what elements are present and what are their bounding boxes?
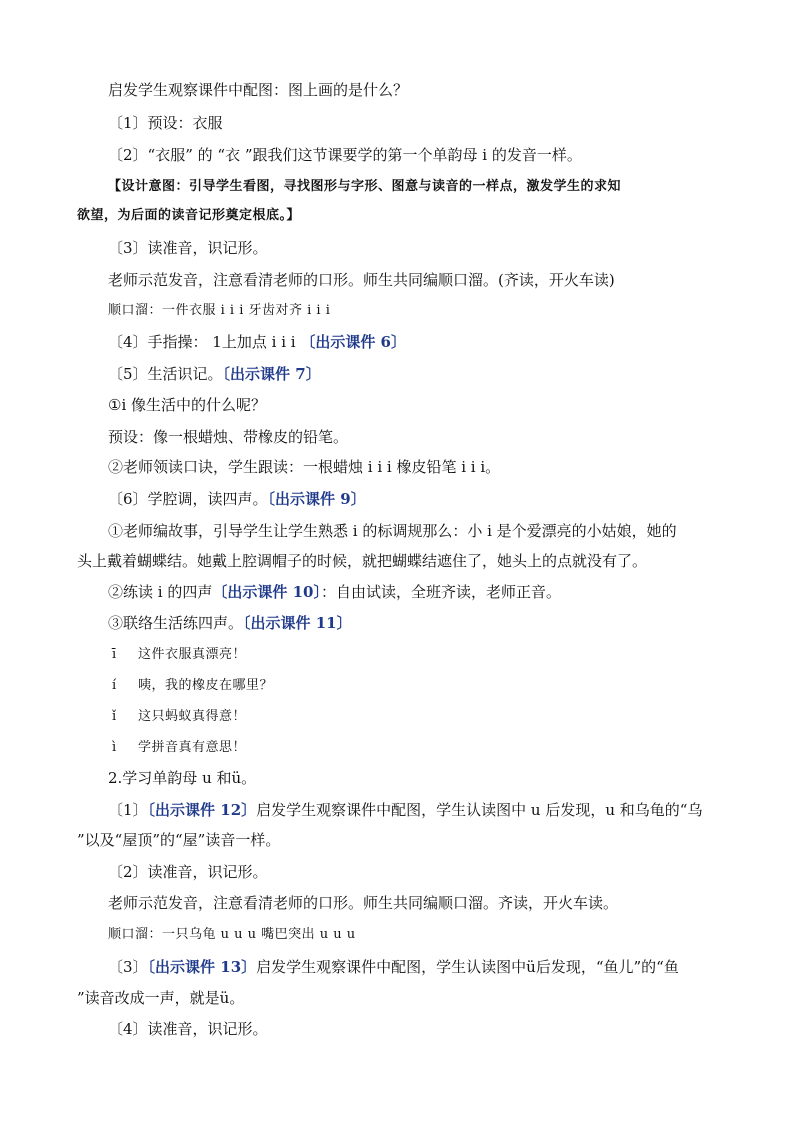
paragraph: 〔1〕预设：衣服 <box>108 114 223 132</box>
courseware-ref: 〔出示课件 10〕 <box>212 583 321 601</box>
paragraph: 老师示范发音，注意看清老师的口形。师生共同编顺口溜。(齐读，开火车读) <box>108 271 615 289</box>
tone-sentence: 学拼音真有意思！ <box>138 740 247 755</box>
courseware-ref: 〔出示课件 6〕 <box>300 333 406 351</box>
paragraph: ①i 像生活中的什么呢？ <box>108 396 267 414</box>
text-span: ②练读 i 的四声 <box>108 583 213 601</box>
paragraph: ①老师编故事，引导学生让学生熟悉 i 的标调规那么：小 i 是个爱漂亮的小姑娘，她的 <box>108 522 677 540</box>
text-span: ：自由试读，全班齐读，老师正音。 <box>320 583 561 601</box>
text-span: 〔4〕手指操： 1上加点 i i i <box>108 333 301 351</box>
text-span: 启发学生观察课件中配图，学生认读图中ü后发现，“鱼儿”的“鱼 <box>256 958 679 976</box>
paragraph-cont: 头上戴着蝴蝶结。她戴上腔调帽子的时候，就把蝴蝶结遮住了，她头上的点就没有了。 <box>77 552 648 570</box>
tone-mark: í <box>112 678 117 693</box>
section-heading: 2.学习单韵母 u 和ü。 <box>108 769 257 787</box>
tone-example <box>112 676 794 696</box>
text-span: ③联络生活练四声。 <box>108 614 244 632</box>
tone-sentence: 这只蚂蚁真得意！ <box>138 709 247 724</box>
text-span: 启发学生观察课件中配图，学生认读图中 u 后发现，u 和乌龟的“乌 <box>256 801 703 819</box>
rhyme-line: 顺口溜：一只乌龟 u u u 嘴巴突出 u u u <box>108 927 356 942</box>
tone-example <box>112 645 794 665</box>
paragraph: 〔2〕读准音，识记形。 <box>108 863 268 881</box>
paragraph-cont: ”以及“屋顶”的“屋”读音一样。 <box>77 831 281 849</box>
courseware-ref: 〔出示课件 7〕 <box>222 365 321 383</box>
tone-mark: ì <box>112 740 117 755</box>
courseware-ref: 〔出示课件 9〕 <box>267 490 366 508</box>
paragraph: 预设：像一根蜡烛、带橡皮的铅笔。 <box>108 428 349 446</box>
text-span: 〔5〕生活识记。 <box>108 365 223 383</box>
paragraph: ②老师领读口诀，学生跟读：一根蜡烛 i i i 橡皮铅笔 i i i。 <box>108 458 501 476</box>
tone-example <box>112 738 794 758</box>
paragraph <box>108 364 794 384</box>
paragraph: 老师示范发音，注意看清老师的口形。师生共同编顺口溜。齐读，开火车读。 <box>108 894 619 912</box>
paragraph <box>108 957 794 977</box>
tone-example <box>112 707 794 727</box>
paragraph <box>108 332 794 352</box>
text-span: 〔3〕 <box>108 958 148 976</box>
paragraph <box>108 800 794 820</box>
paragraph-cont: ”读音改成一声，就是ü。 <box>77 989 245 1007</box>
tone-sentence: 这件衣服真漂亮！ <box>138 647 247 662</box>
paragraph <box>108 489 794 509</box>
rhyme-line: 顺口溜：一件衣服 i i i 牙齿对齐 i i i <box>108 303 331 318</box>
design-intent: 【设计意图：引导学生看图，寻找图形与字形、图意与读音的一样点，激发学生的求知 <box>108 179 622 194</box>
text-span: 〔1〕 <box>108 801 148 819</box>
paragraph: 〔2〕“衣服” 的 “衣 ”跟我们这节课要学的第一个单韵母 i 的发音一样。 <box>108 146 582 164</box>
paragraph: 〔3〕读准音，识记形。 <box>108 239 268 257</box>
tone-sentence: 咦，我的橡皮在哪里？ <box>138 678 274 693</box>
text-span: 〔6〕学腔调，读四声。 <box>108 490 268 508</box>
design-intent-cont: 欲望，为后面的读音记形奠定根底。】 <box>77 208 301 223</box>
paragraph <box>108 582 794 602</box>
tone-mark: ī <box>112 647 117 662</box>
paragraph: 〔4〕读准音，识记形。 <box>108 1020 268 1038</box>
paragraph <box>108 613 794 633</box>
tone-mark: ǐ <box>112 709 117 724</box>
courseware-ref: 〔出示课件 11〕 <box>243 614 352 632</box>
paragraph: 启发学生观察课件中配图：图上画的是什么？ <box>108 81 409 99</box>
courseware-ref: 〔出示课件 12〕 <box>147 801 257 819</box>
courseware-ref: 〔出示课件 13〕 <box>147 958 257 976</box>
